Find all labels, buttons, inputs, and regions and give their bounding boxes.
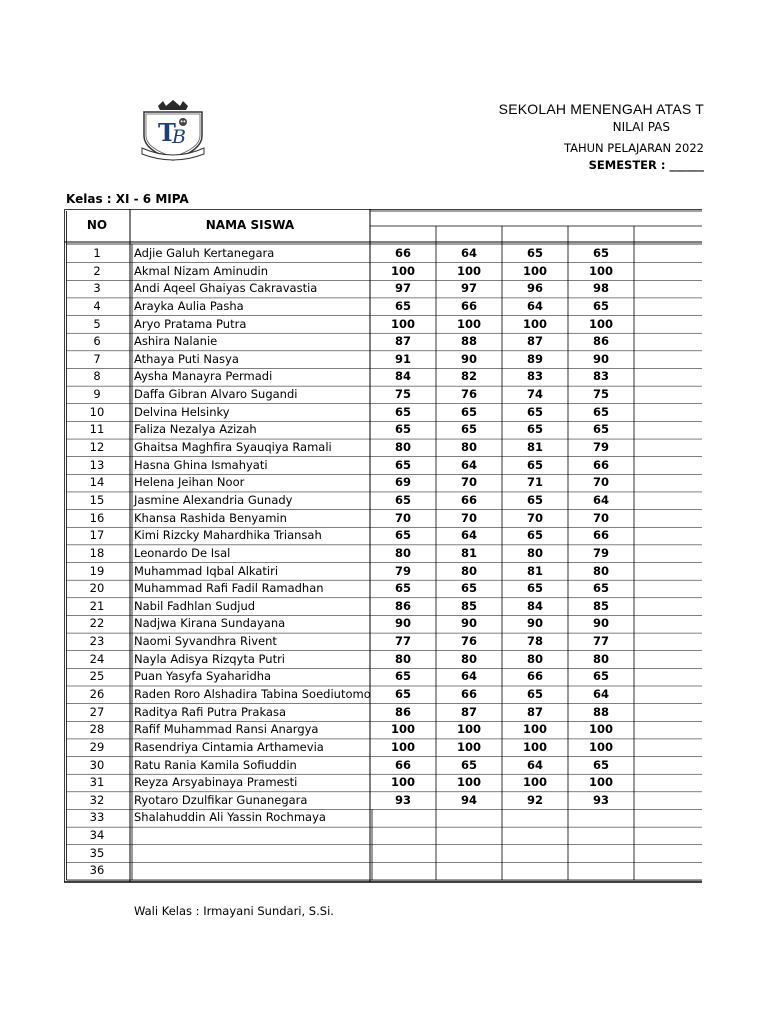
row-number: 19 bbox=[89, 563, 105, 578]
student-name: Hasna Ghina Ismahyati bbox=[134, 457, 268, 472]
student-name: Ghaitsa Maghfira Syauqiya Ramali bbox=[134, 440, 332, 455]
score-4: 100 bbox=[588, 722, 613, 737]
student-name: Ryotaro Dzulfikar Gunanegara bbox=[134, 792, 308, 807]
score-3: 65 bbox=[526, 581, 543, 596]
score-4: 65 bbox=[592, 581, 609, 596]
score-1: 65 bbox=[394, 457, 411, 472]
academic-year: TAHUN PELAJARAN 2022 bbox=[563, 141, 704, 155]
score-2: 76 bbox=[460, 387, 477, 402]
row-number: 7 bbox=[93, 351, 101, 366]
score-3: 81 bbox=[526, 440, 543, 455]
score-2: 65 bbox=[460, 581, 477, 596]
score-2: 66 bbox=[460, 492, 477, 507]
row-number: 6 bbox=[93, 334, 101, 349]
score-1: 100 bbox=[390, 739, 415, 754]
score-4: 65 bbox=[592, 669, 609, 684]
student-name: Arayka Aulia Pasha bbox=[134, 298, 244, 313]
score-2: 70 bbox=[460, 475, 477, 490]
score-3: 84 bbox=[526, 598, 543, 613]
score-4: 100 bbox=[588, 316, 613, 331]
score-3: 80 bbox=[526, 545, 543, 560]
student-name: Adjie Galuh Kertanegara bbox=[134, 246, 275, 260]
score-4: 66 bbox=[592, 528, 609, 543]
score-2: 90 bbox=[460, 616, 477, 631]
column-header-no: NO bbox=[86, 218, 108, 232]
score-2 bbox=[436, 862, 502, 880]
score-2 bbox=[436, 809, 502, 827]
row-number: 27 bbox=[89, 704, 105, 719]
student-name: Leonardo De Isal bbox=[134, 545, 231, 560]
score-2: 100 bbox=[456, 263, 481, 278]
score-1: 79 bbox=[394, 563, 411, 578]
score-2: 85 bbox=[460, 598, 477, 613]
score-4: 83 bbox=[592, 369, 609, 384]
score-2: 80 bbox=[460, 563, 477, 578]
row-number: 10 bbox=[89, 404, 105, 419]
score-2: 90 bbox=[460, 351, 477, 366]
score-4: 80 bbox=[592, 563, 609, 578]
score-4 bbox=[568, 862, 634, 880]
student-name: Ashira Nalanie bbox=[134, 334, 218, 349]
score-4: 65 bbox=[592, 298, 609, 313]
row-number: 3 bbox=[93, 281, 101, 296]
score-3: 64 bbox=[526, 298, 543, 313]
row-number: 17 bbox=[89, 528, 105, 543]
score-3: 65 bbox=[526, 492, 543, 507]
score-1: 87 bbox=[394, 334, 411, 349]
score-4: 86 bbox=[592, 334, 609, 349]
score-2: 100 bbox=[456, 722, 481, 737]
score-4: 65 bbox=[592, 422, 609, 437]
score-3: 65 bbox=[526, 457, 543, 472]
student-name: Nayla Adisya Rizqyta Putri bbox=[134, 651, 286, 666]
school-title: SEKOLAH MENENGAH ATAS T bbox=[498, 101, 704, 117]
score-1: 70 bbox=[394, 510, 411, 525]
score-1: 65 bbox=[394, 528, 411, 543]
score-2 bbox=[436, 827, 502, 845]
student-name: Reyza Arsyabinaya Pramesti bbox=[134, 775, 298, 790]
student-name: Nadjwa Kirana Sundayana bbox=[134, 616, 286, 631]
score-2: 66 bbox=[460, 298, 477, 313]
score-4: 64 bbox=[592, 492, 609, 507]
score-2: 65 bbox=[460, 404, 477, 419]
score-4 bbox=[568, 845, 634, 863]
row-number: 31 bbox=[89, 775, 105, 790]
score-2: 81 bbox=[460, 545, 477, 560]
score-1: 75 bbox=[394, 387, 411, 402]
student-name: Kimi Rizcky Mahardhika Triansah bbox=[134, 528, 322, 543]
student-name: Helena Jeihan Noor bbox=[134, 475, 245, 490]
score-3: 78 bbox=[526, 634, 543, 649]
score-2: 94 bbox=[460, 792, 477, 807]
student-name: Rasendriya Cintamia Arthamevia bbox=[134, 739, 324, 754]
score-3: 100 bbox=[522, 263, 547, 278]
row-number: 23 bbox=[89, 634, 105, 649]
row-number: 5 bbox=[93, 316, 101, 331]
score-2: 64 bbox=[460, 457, 477, 472]
row-number: 30 bbox=[89, 757, 105, 772]
score-2 bbox=[436, 845, 502, 863]
homeroom-teacher: Wali Kelas : Irmayani Sundari, S.Si. bbox=[134, 904, 334, 918]
row-number: 8 bbox=[93, 369, 101, 384]
row-number: 11 bbox=[89, 422, 105, 437]
row-number: 9 bbox=[93, 387, 101, 402]
score-1: 65 bbox=[394, 581, 411, 596]
document-subtitle: NILAI PAS bbox=[612, 120, 670, 134]
score-4: 93 bbox=[592, 792, 609, 807]
score-1 bbox=[370, 827, 436, 845]
score-2: 65 bbox=[460, 757, 477, 772]
svg-text:T: T bbox=[158, 118, 176, 147]
score-4: 77 bbox=[592, 634, 609, 649]
score-3: 70 bbox=[526, 510, 543, 525]
student-name: Nabil Fadhlan Sudjud bbox=[134, 598, 256, 613]
student-name: Daffa Gibran Alvaro Sugandi bbox=[134, 387, 298, 402]
score-1: 97 bbox=[394, 281, 411, 296]
score-1: 86 bbox=[394, 704, 411, 719]
svg-text:B: B bbox=[172, 126, 186, 148]
student-name: Jasmine Alexandria Gunady bbox=[134, 492, 293, 507]
score-4: 70 bbox=[592, 510, 609, 525]
class-label: Kelas : XI - 6 MIPA bbox=[66, 192, 189, 206]
score-1: 100 bbox=[390, 316, 415, 331]
score-4: 64 bbox=[592, 687, 609, 701]
student-name: Muhammad Iqbal Alkatiri bbox=[134, 563, 279, 578]
student-name: Raditya Rafi Putra Prakasa bbox=[134, 704, 286, 719]
student-name: Athaya Puti Nasya bbox=[134, 351, 239, 366]
row-number: 22 bbox=[89, 616, 105, 631]
score-4: 98 bbox=[592, 281, 609, 296]
score-2: 65 bbox=[460, 422, 477, 437]
row-number: 25 bbox=[89, 669, 105, 684]
row-number: 13 bbox=[89, 457, 105, 472]
score-4: 79 bbox=[592, 545, 609, 560]
score-4: 85 bbox=[592, 598, 609, 613]
score-2: 100 bbox=[456, 316, 481, 331]
score-3: 87 bbox=[526, 334, 543, 349]
score-1: 91 bbox=[394, 351, 411, 366]
student-name: Puan Yasyfa Syaharidha bbox=[134, 669, 272, 684]
row-number: 15 bbox=[89, 492, 105, 507]
student-name: Aryo Pratama Putra bbox=[134, 316, 247, 331]
row-number: 21 bbox=[89, 598, 105, 613]
score-2: 80 bbox=[460, 440, 477, 455]
student-name: Faliza Nezalya Azizah bbox=[134, 422, 257, 437]
score-4 bbox=[568, 827, 634, 845]
score-4: 100 bbox=[588, 739, 613, 754]
score-1 bbox=[370, 809, 436, 827]
score-1: 65 bbox=[394, 422, 411, 437]
score-3: 64 bbox=[526, 757, 543, 772]
row-number: 35 bbox=[89, 845, 105, 860]
score-4: 70 bbox=[592, 475, 609, 490]
row-number: 24 bbox=[89, 651, 105, 666]
score-1: 86 bbox=[394, 598, 411, 613]
score-3: 80 bbox=[526, 651, 543, 666]
score-3 bbox=[502, 827, 568, 845]
score-2: 64 bbox=[460, 528, 477, 543]
row-number: 34 bbox=[89, 828, 105, 843]
score-4: 75 bbox=[592, 387, 609, 402]
row-number: 26 bbox=[89, 687, 105, 701]
score-2: 87 bbox=[460, 704, 477, 719]
score-1: 90 bbox=[394, 616, 411, 631]
score-3: 65 bbox=[526, 404, 543, 419]
student-name: Rafif Muhammad Ransi Anargya bbox=[134, 722, 319, 737]
score-1: 65 bbox=[394, 298, 411, 313]
score-4: 66 bbox=[592, 457, 609, 472]
score-3 bbox=[502, 845, 568, 863]
score-3: 100 bbox=[522, 316, 547, 331]
school-crest-icon bbox=[136, 100, 210, 168]
score-1: 93 bbox=[394, 792, 411, 807]
score-4: 65 bbox=[592, 404, 609, 419]
score-2: 88 bbox=[460, 334, 477, 349]
row-number: 2 bbox=[93, 263, 101, 278]
score-4: 90 bbox=[592, 351, 609, 366]
score-3: 90 bbox=[526, 616, 543, 631]
student-name bbox=[132, 862, 372, 880]
score-3: 89 bbox=[526, 351, 543, 366]
score-4: 100 bbox=[588, 263, 613, 278]
student-name: Ratu Rania Kamila Sofiuddin bbox=[134, 757, 297, 772]
score-2: 64 bbox=[460, 246, 477, 260]
score-1: 65 bbox=[394, 404, 411, 419]
score-3: 65 bbox=[526, 528, 543, 543]
row-number: 32 bbox=[89, 792, 105, 807]
score-3: 81 bbox=[526, 563, 543, 578]
score-3: 65 bbox=[526, 687, 543, 701]
score-2: 100 bbox=[456, 739, 481, 754]
student-name: Raden Roro Alshadira Tabina Soediutomo bbox=[134, 687, 371, 701]
score-3 bbox=[502, 862, 568, 880]
score-1: 100 bbox=[390, 263, 415, 278]
score-1: 80 bbox=[394, 545, 411, 560]
score-1: 80 bbox=[394, 440, 411, 455]
score-4 bbox=[568, 809, 634, 827]
score-1 bbox=[370, 845, 436, 863]
score-4: 90 bbox=[592, 616, 609, 631]
row-number: 16 bbox=[89, 510, 105, 525]
row-number: 1 bbox=[93, 246, 101, 260]
score-1: 100 bbox=[390, 722, 415, 737]
score-2: 97 bbox=[460, 281, 477, 296]
score-3: 74 bbox=[526, 387, 543, 402]
score-4: 88 bbox=[592, 704, 609, 719]
student-name: Aysha Manayra Permadi bbox=[134, 369, 273, 384]
score-1: 84 bbox=[394, 369, 411, 384]
score-2: 66 bbox=[460, 687, 477, 701]
score-3: 96 bbox=[526, 281, 543, 296]
row-number: 29 bbox=[89, 739, 105, 754]
row-number: 33 bbox=[89, 810, 105, 825]
student-name bbox=[132, 827, 372, 845]
student-name: Khansa Rashida Benyamin bbox=[134, 510, 287, 525]
semester-label: SEMESTER : ______ bbox=[588, 158, 704, 172]
score-1: 77 bbox=[394, 634, 411, 649]
score-1: 66 bbox=[394, 757, 411, 772]
score-2: 82 bbox=[460, 369, 477, 384]
score-1: 65 bbox=[394, 669, 411, 684]
score-3: 100 bbox=[522, 722, 547, 737]
score-4: 65 bbox=[592, 246, 609, 260]
row-number: 14 bbox=[89, 475, 105, 490]
score-2: 80 bbox=[460, 651, 477, 666]
row-number: 12 bbox=[89, 440, 105, 455]
score-1: 66 bbox=[394, 246, 411, 260]
score-3: 100 bbox=[522, 775, 547, 790]
score-4: 65 bbox=[592, 757, 609, 772]
score-1: 69 bbox=[394, 475, 411, 490]
score-1: 80 bbox=[394, 651, 411, 666]
score-2: 64 bbox=[460, 669, 477, 684]
score-3: 65 bbox=[526, 422, 543, 437]
grades-table bbox=[64, 209, 702, 885]
score-3 bbox=[502, 809, 568, 827]
row-number: 36 bbox=[89, 863, 105, 878]
score-3: 100 bbox=[522, 739, 547, 754]
score-1: 65 bbox=[394, 492, 411, 507]
student-name: Andi Aqeel Ghaiyas Cakravastia bbox=[134, 281, 318, 296]
score-3: 87 bbox=[526, 704, 543, 719]
student-name bbox=[132, 845, 372, 863]
score-3: 83 bbox=[526, 369, 543, 384]
score-3: 92 bbox=[526, 792, 543, 807]
score-2: 76 bbox=[460, 634, 477, 649]
row-number: 28 bbox=[89, 722, 105, 737]
score-4: 80 bbox=[592, 651, 609, 666]
score-3: 66 bbox=[526, 669, 543, 684]
row-number: 20 bbox=[89, 581, 105, 596]
student-name: Naomi Syvandhra Rivent bbox=[134, 634, 277, 649]
score-2: 70 bbox=[460, 510, 477, 525]
score-4: 100 bbox=[588, 775, 613, 790]
column-header-name: NAMA SISWA bbox=[205, 218, 295, 232]
score-3: 71 bbox=[526, 475, 543, 490]
score-1: 65 bbox=[394, 687, 411, 701]
score-1 bbox=[370, 862, 436, 880]
score-4: 79 bbox=[592, 440, 609, 455]
score-2: 100 bbox=[456, 775, 481, 790]
row-number: 4 bbox=[93, 298, 101, 313]
student-name: Shalahuddin Ali Yassin Rochmaya bbox=[134, 810, 326, 825]
score-3: 65 bbox=[526, 246, 543, 260]
row-number: 18 bbox=[89, 545, 105, 560]
student-name: Akmal Nizam Aminudin bbox=[134, 263, 268, 278]
student-name: Delvina Helsinky bbox=[134, 404, 230, 419]
student-name: Muhammad Rafi Fadil Ramadhan bbox=[134, 581, 324, 596]
score-1: 100 bbox=[390, 775, 415, 790]
